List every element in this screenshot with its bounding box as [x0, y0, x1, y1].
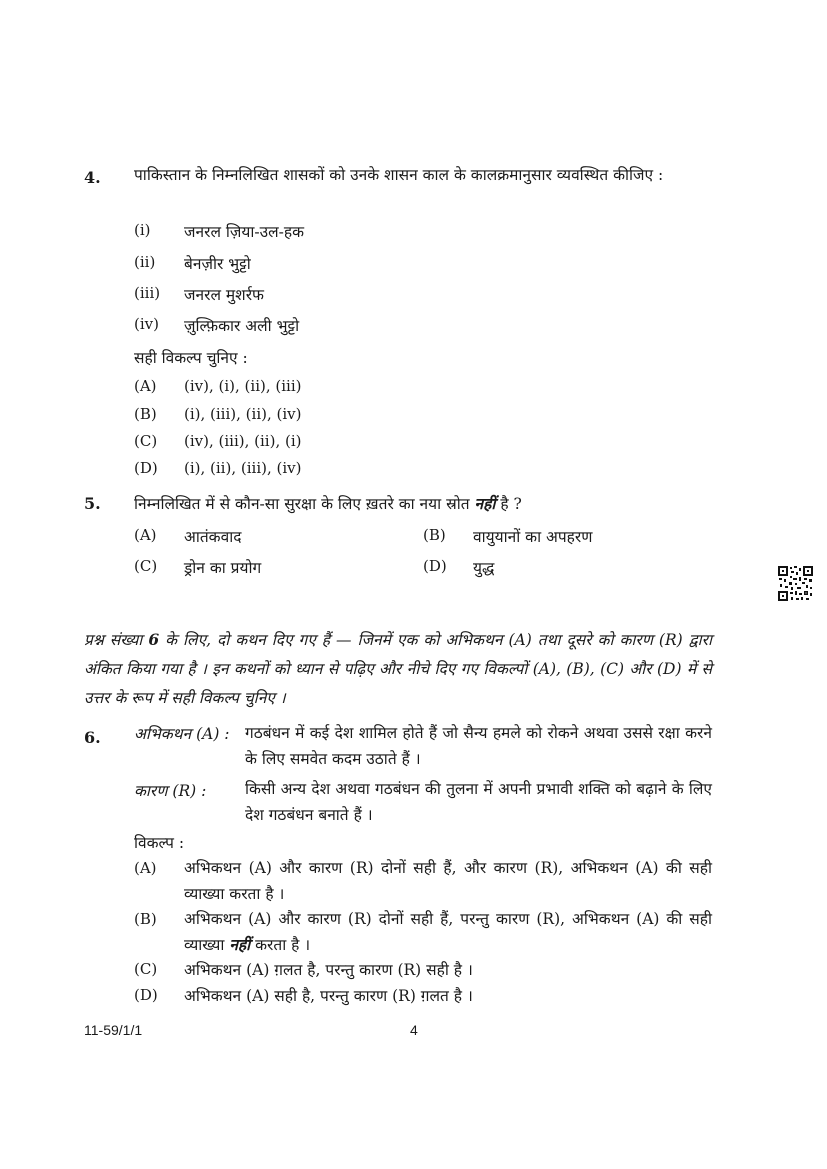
q4-option-text: (i), (iii), (ii), (iv): [184, 405, 302, 423]
q6-reason-label: कारण (R) :: [134, 782, 207, 800]
instruction-part1: प्रश्न संख्या: [84, 631, 143, 649]
q4-option-text: (iv), (i), (ii), (iii): [184, 377, 302, 395]
q6-optB-before: अभिकथन (A) और कारण (R) दोनों सही हैं, परन्तु कारण (R), अभिकथन (A) की सही व्याख्या: [184, 910, 712, 954]
q4-option-label: (A): [134, 377, 157, 395]
q6-assertion-label: अभिकथन (A) :: [134, 725, 230, 743]
q5-option-text: युद्ध: [473, 559, 495, 577]
q4-item-label: (i): [134, 221, 151, 239]
q6-optB-after: करता है ।: [255, 936, 311, 954]
q4-item-label: (iv): [134, 315, 159, 333]
page-number: 4: [410, 1022, 418, 1038]
q4-item-label: (ii): [134, 253, 156, 271]
q6-option-label: (D): [134, 986, 158, 1004]
q4-item-text: बेनज़ीर भुट्टो: [184, 255, 251, 273]
qr-code-icon: [777, 565, 814, 602]
q4-item-text: जनरल ज़िया-उल-हक: [184, 223, 305, 241]
q4-option-label: (D): [134, 459, 158, 477]
q6-options-heading: विकल्प :: [134, 834, 185, 852]
q5-option-text: आतंकवाद: [184, 528, 242, 546]
q4-item-text: जनरल मुशर्रफ: [184, 286, 264, 304]
q6-option-label: (C): [134, 960, 158, 978]
q5-option-label: (A): [134, 526, 157, 544]
q4-option-label: (C): [134, 432, 158, 450]
q6-reason-text: किसी अन्य देश अथवा गठबंधन की तुलना में अपनी प्रभावी शक्ति को बढ़ाने के लिए देश गठबंधन बनाते हैं ।: [245, 780, 712, 824]
q4-option-label: (B): [134, 405, 157, 423]
q5-text-before: निम्नलिखित में से कौन-सा सुरक्षा के लिए ख़तरे का नया स्रोत: [134, 495, 470, 513]
q4-option-text: (i), (ii), (iii), (iv): [184, 459, 302, 477]
q4-option-text: (iv), (iii), (ii), (i): [184, 432, 302, 450]
q6-option-label: (A): [134, 859, 157, 877]
q6-option-text: अभिकथन (A) सही है, परन्तु कारण (R) ग़लत है ।: [184, 987, 473, 1005]
q5-option-label: (B): [423, 526, 446, 544]
q5-option-text: ड्रोन का प्रयोग: [184, 559, 262, 577]
q5-option-label: (C): [134, 557, 158, 575]
q5-option-text: वायुयानों का अपहरण: [473, 528, 593, 546]
q4-choose-instruction: सही विकल्प चुनिए :: [134, 349, 248, 367]
q6-option-text: अभिकथन (A) और कारण (R) दोनों सही हैं, और कारण (R), अभिकथन (A) की सही व्याख्या करता है ।: [184, 859, 712, 903]
q4-text: पाकिस्तान के निम्नलिखित शासकों को उनके शासन काल के कालक्रमानुसार व्यवस्थित कीजिए :: [134, 166, 664, 184]
q6-option-text: अभिकथन (A) ग़लत है, परन्तु कारण (R) सही है ।: [184, 961, 473, 979]
q6-option-label: (B): [134, 910, 157, 928]
q6-option-text: [184, 906, 712, 958]
q6-optB-emphasis: नहीं: [229, 935, 251, 954]
q5-text-after: है ?: [500, 495, 522, 513]
q5-text: [134, 492, 522, 514]
q5-emphasis: नहीं: [474, 494, 496, 513]
q4-item-label: (iii): [134, 284, 161, 302]
q5-number: 5.: [84, 494, 101, 513]
instruction-question-number: 6: [148, 630, 160, 649]
assertion-reason-instruction: [84, 625, 712, 713]
q6-number: 6.: [84, 728, 101, 747]
q6-assertion-text: गठबंधन में कई देश शामिल होते हैं जो सैन्य हमले को रोकने अथवा उससे रक्षा करने के लिए समवेत कदम उठाते हैं ।: [245, 724, 712, 768]
q4-item-text: ज़ुल्फ़िकार अली भुट्टो: [184, 317, 300, 335]
instruction-part2: के लिए, दो कथन दिए गए हैं — जिनमें एक को अभिकथन (A) तथा दूसरे को कारण (R) द्वारा अंकित किया गया है । इन कथनों को ध्यान से पढ़िए और नीचे दिए गए विकल्पों (A), (B), (C) और (D) में से उत्तर के रूप में सही विकल्प चुनिए ।: [84, 631, 712, 707]
q5-option-label: (D): [423, 557, 447, 575]
q4-number: 4.: [84, 168, 101, 187]
paper-code: 11-59/1/1: [84, 1022, 143, 1038]
